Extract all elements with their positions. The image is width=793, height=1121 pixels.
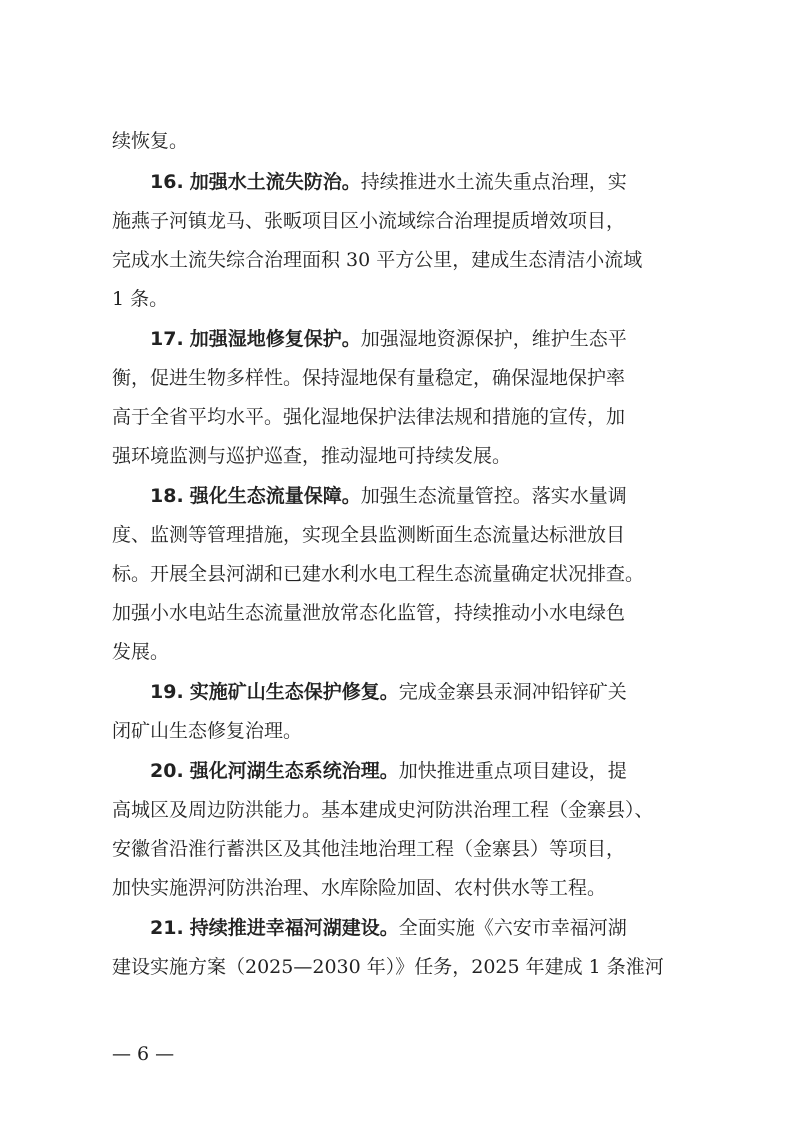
text-line: 1 条。 [112, 288, 169, 310]
item-17-line [150, 327, 692, 351]
text-line: 强环境监测与巡护巡查，推动湿地可持续发展。 [112, 445, 512, 467]
item-19-line [150, 680, 692, 704]
text-line: 建设实施方案（2025—2030 年）》任务，2025 年建成 1 条淮河 [112, 956, 664, 978]
item-16-text: 持续推进水土流失重点治理， [360, 171, 608, 193]
text-line: 完成水土流失综合治理面积 30 平方公里，建成生态清洁小流域 [112, 249, 643, 271]
item-18-number: 18. [150, 485, 184, 507]
item-16-text-tail: 实 [607, 171, 627, 193]
item-17-heading: 加强湿地修复保护。 [189, 328, 361, 350]
item-16-line [150, 170, 692, 194]
item-21-number: 21. [150, 917, 184, 939]
item-16-number: 16. [150, 171, 184, 193]
item-18-heading: 强化生态流量保障。 [189, 485, 361, 507]
item-17-number: 17. [150, 328, 184, 350]
text-line: 续恢复。 [112, 130, 189, 152]
item-20-heading: 强化河湖生态系统治理。 [189, 760, 399, 782]
text-line: 加强小水电站生态流量泄放常态化监管，持续推动小水电绿色 [112, 602, 626, 624]
text-line: 标。开展全县河湖和已建水利水电工程生态流量确定状况排查。 [112, 563, 645, 585]
text-line: 度、监测等管理措施，实现全县监测断面生态流量达标泄放目 [112, 524, 626, 546]
text-line: 加快实施淠河防洪治理、水库除险加固、农村供水等工程。 [112, 877, 607, 899]
text-line: 高城区及周边防洪能力。基本建成史河防洪治理工程（金寨县）、 [112, 799, 654, 821]
text-line: 安徽省沿淮行蓄洪区及其他洼地治理工程（金寨县）等项目， [112, 838, 626, 860]
item-16-heading: 加强水土流失防治。 [189, 171, 361, 193]
page-number: — 6 — [112, 1043, 175, 1065]
item-21-heading: 持续推进幸福河湖建设。 [189, 917, 399, 939]
item-18-text: 加强生态流量管控。落实水量调 [360, 485, 627, 507]
item-21-line [150, 916, 692, 940]
text-line: 衡，促进生物多样性。保持湿地保有量稳定，确保湿地保护率 [112, 367, 626, 389]
text-line: 发展。 [112, 641, 170, 663]
item-19-heading: 实施矿山生态保护修复。 [189, 681, 399, 703]
text-line: 闭矿山生态修复治理。 [112, 720, 303, 742]
item-19-number: 19. [150, 681, 184, 703]
text-line: 施燕子河镇龙马、张畈项目区小流域综合治理提质增效项目， [112, 210, 626, 232]
item-20-text: 加快推进重点项目建设，提 [398, 760, 627, 782]
item-18-line [150, 484, 692, 508]
item-21-text: 全面实施《六安市幸福河湖 [398, 917, 627, 939]
item-17-text: 加强湿地资源保护，维护生态平 [360, 328, 627, 350]
item-19-text: 完成金寨县汞洞冲铅锌矿关 [398, 681, 627, 703]
item-20-line [150, 759, 692, 783]
item-20-number: 20. [150, 760, 184, 782]
text-line: 高于全省平均水平。强化湿地保护法律法规和措施的宣传，加 [112, 406, 626, 428]
